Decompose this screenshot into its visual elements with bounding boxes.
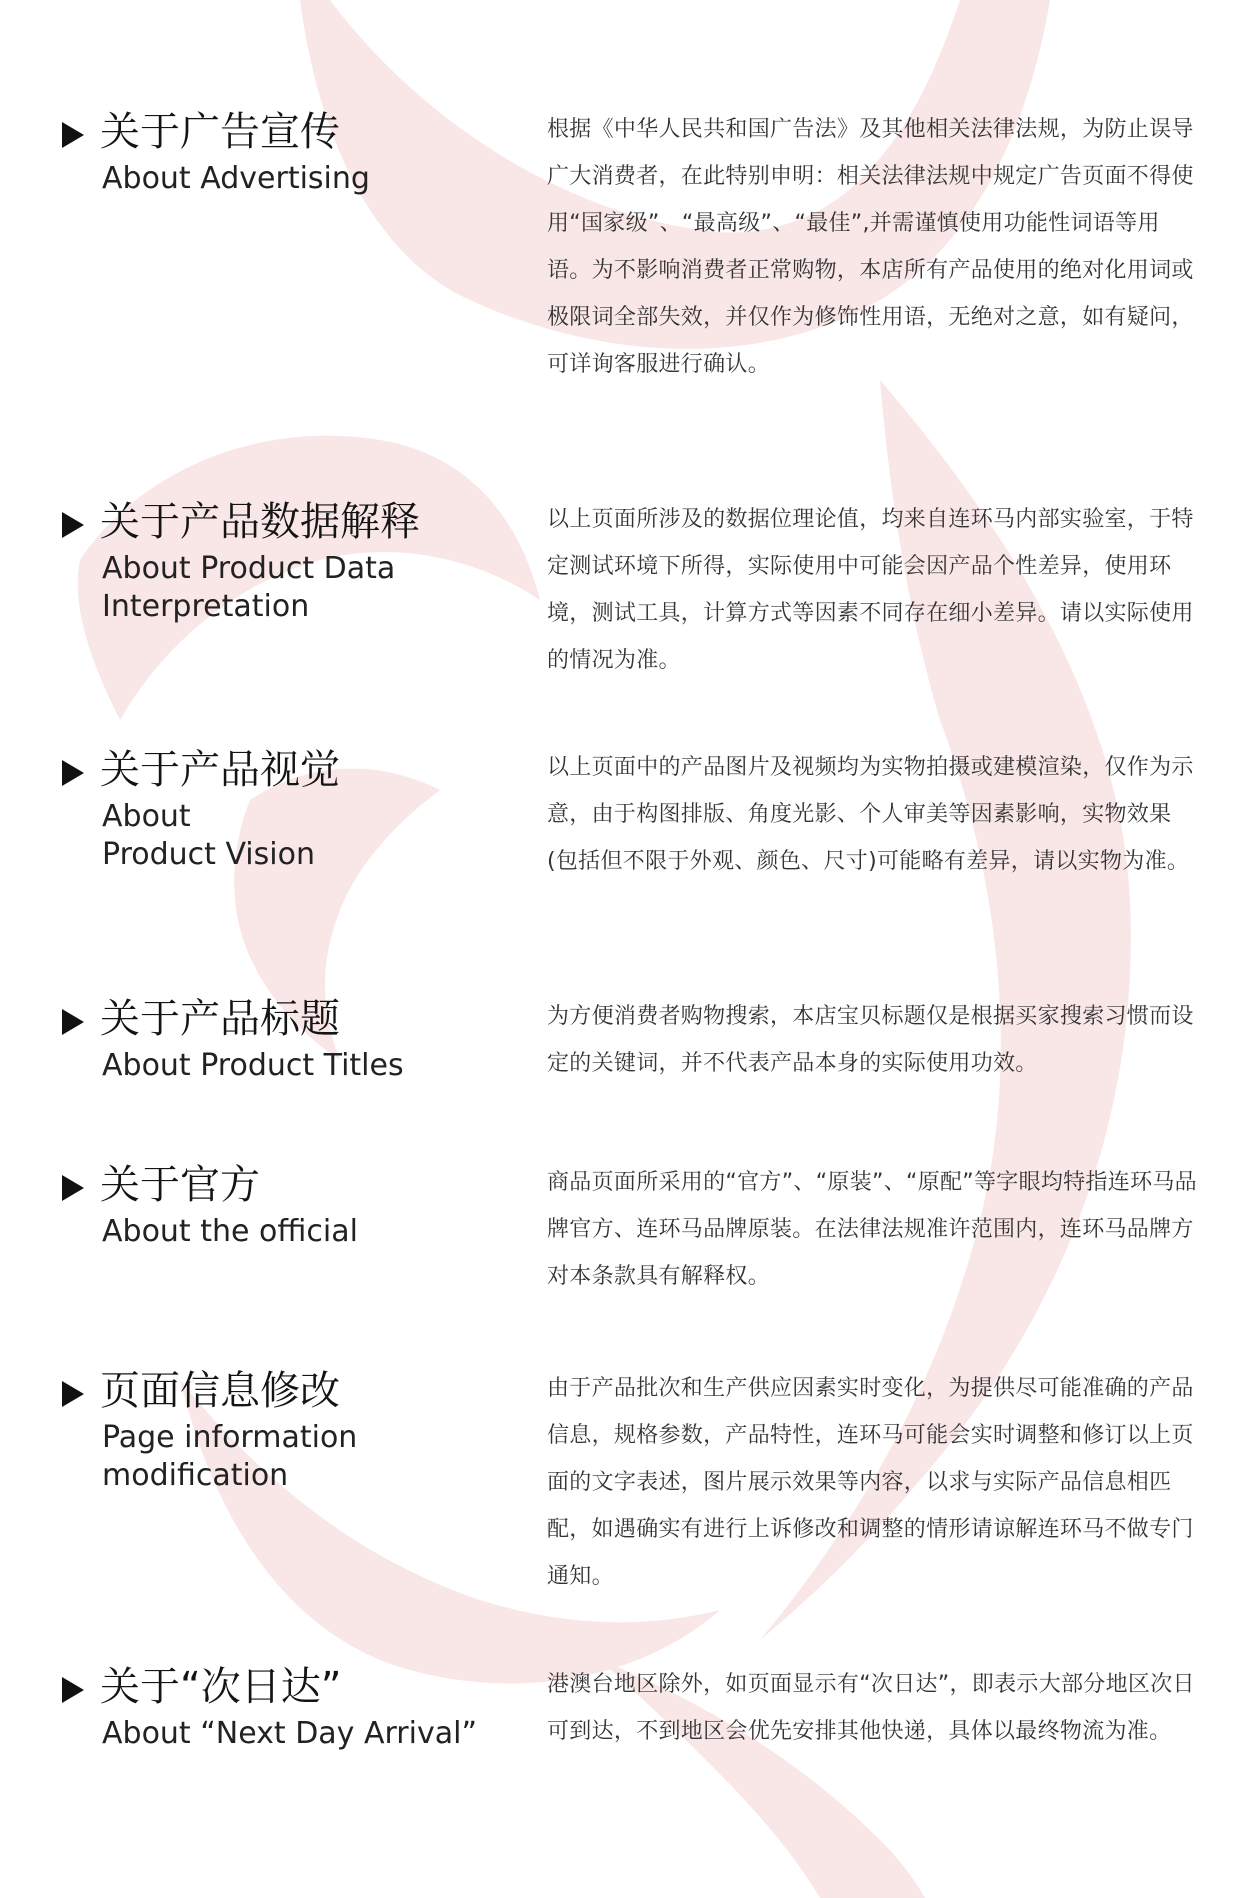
section-title-zh: 关于广告宣传: [100, 109, 340, 155]
triangle-right-icon: [62, 1009, 84, 1035]
triangle-right-icon: [62, 1175, 84, 1201]
section-body: 为方便消费者购物搜索，本店宝贝标题仅是根据买家搜索习惯而设定的关键词，并不代表产品本身的实际使用功效。: [547, 1004, 1194, 1076]
triangle-right-icon: [62, 512, 84, 538]
triangle-right-icon: [62, 760, 84, 786]
section-title-zh: 页面信息修改: [100, 1368, 340, 1414]
section-body: 商品页面所采用的“官方”、“原装”、“原配”等字眼均特指连环马品牌官方、连环马品牌原装。在法律法规准许范围内，连环马品牌方对本条款具有解释权。: [547, 1170, 1197, 1289]
section-body: 根据《中华人民共和国广告法》及其他相关法律法规，为防止误导广大消费者，在此特别申明：相关法律法规中规定广告页面不得使用“国家级”、“最高级”、“最佳”,并需谨慎使用功能性词语等用语。为不影响消费者正常购物，本店所有产品使用的绝对化用词或极限词全部失效，并仅作为修饰性用语，无绝对之意，如有疑问，可详询客服进行确认。: [547, 117, 1194, 377]
section-body: 港澳台地区除外，如页面显示有“次日达”，即表示大部分地区次日可到达，不到地区会优先安排其他快递，具体以最终物流为准。: [547, 1672, 1195, 1744]
section-body: 由于产品批次和生产供应因素实时变化，为提供尽可能准确的产品信息，规格参数，产品特性，连环马可能会实时调整和修订以上页面的文字表述，图片展示效果等内容，以求与实际产品信息相匹配，如遇确实有进行上诉修改和调整的情形请谅解连环马不做专门通知。: [547, 1376, 1194, 1589]
section-body: 以上页面所涉及的数据位理论值，均来自连环马内部实验室，于特定测试环境下所得，实际使用中可能会因产品个性差异，使用环境，测试工具，计算方式等因素不同存在细小差异。请以实际使用的情况为准。: [547, 507, 1194, 673]
section-title-zh: 关于产品视觉: [100, 747, 340, 793]
section-body: 以上页面中的产品图片及视频均为实物拍摄或建模渲染，仅作为示意，由于构图排版、角度光影、个人审美等因素影响，实物效果(包括但不限于外观、颜色、尺寸)可能略有差异，请以实物为准。: [547, 755, 1194, 874]
section-title-en: Page information modification: [102, 1420, 358, 1493]
section-title-en: About Product Data Interpretation: [102, 551, 396, 624]
triangle-right-icon: [62, 1381, 84, 1407]
section-title-en: About the official: [102, 1214, 358, 1249]
section-title-en: About “Next Day Arrival”: [102, 1716, 477, 1751]
section-title-en: About Advertising: [102, 161, 370, 196]
section-title-en: About Product Vision: [102, 799, 315, 872]
triangle-right-icon: [62, 122, 84, 148]
section-title-zh: 关于“次日达”: [100, 1664, 342, 1710]
section-title-zh: 关于官方: [100, 1162, 260, 1208]
section-title-zh: 关于产品数据解释: [100, 499, 420, 545]
triangle-right-icon: [62, 1677, 84, 1703]
section-title-zh: 关于产品标题: [100, 996, 340, 1042]
section-title-en: About Product Titles: [102, 1048, 404, 1083]
